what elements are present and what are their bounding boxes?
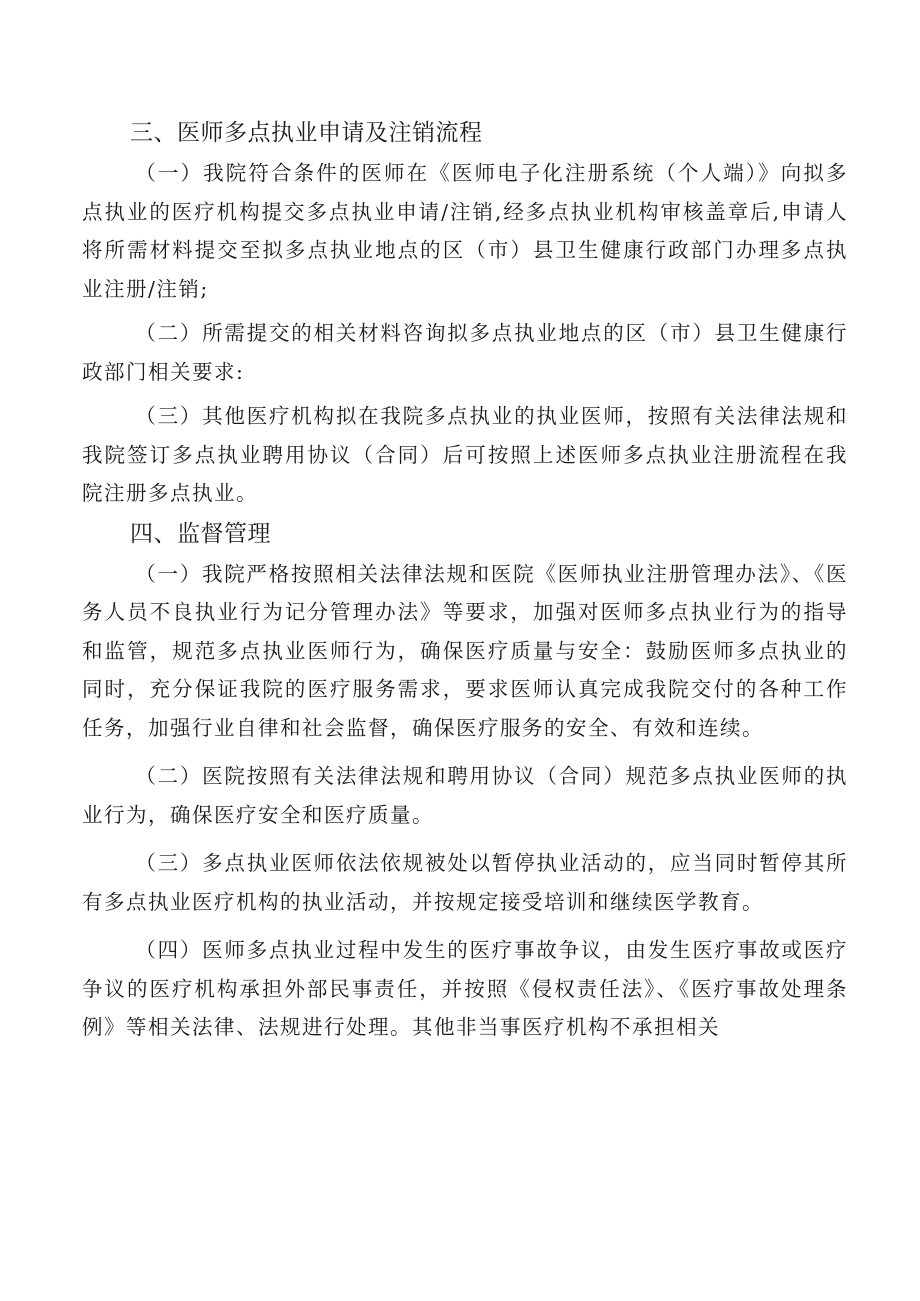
section-4-paragraph-4: （四）医师多点执业过程中发生的医疗事故争议，由发生医疗事故或医疗争议的医疗机构承担外部民事责任，并按照《侵权责任法》、《医疗事故处理条例》等相关法律、法规进行处理。其他非当事医疗机构不承担相关: [82, 938, 848, 1039]
section-3-paragraph-3: （三）其他医疗机构拟在我院多点执业的执业医师，按照有关法律法规和我院签订多点执业聘用协议（合同）后可按照上述医师多点执业注册流程在我院注册多点执业。: [82, 404, 848, 505]
section-heading-3: 三、医师多点执业申请及注销流程: [130, 120, 483, 146]
section-4-paragraph-2: （二）医院按照有关法律法规和聘用协议（合同）规范多点执业医师的执业行为，确保医疗安全和医疗质量。: [82, 764, 848, 827]
section-heading-4: 四、监督管理: [130, 520, 271, 547]
section-4-paragraph-3: （三）多点执业医师依法依规被处以暂停执业活动的，应当同时暂停其所有多点执业医疗机构的执业活动，并按规定接受培训和继续医学教育。: [82, 851, 848, 914]
section-3-paragraph-2: （二）所需提交的相关材料咨询拟多点执业地点的区（市）县卫生健康行政部门相关要求:: [82, 321, 848, 384]
document-body: [82, 112, 848, 1047]
section-4-paragraph-1: （一）我院严格按照相关法律法规和医院《医师执业注册管理办法》、《医务人员不良执业行为记分管理办法》等要求，加强对医师多点执业行为的指导和监管，规范多点执业医师行为，确保医疗质量与安全：鼓励医师多点执业的同时，充分保证我院的医疗服务需求，要求医师认真完成我院交付的各种工作任务，加强行业自律和社会监督，确保医疗服务的安全、有效和连续。: [82, 561, 848, 740]
section-3-paragraph-1: （一）我院符合条件的医师在《医师电子化注册系统（个人端）》向拟多点执业的医疗机构提交多点执业申请/注销,经多点执业机构审核盖章后,申请人将所需材料提交至拟多点执业地点的区（市）县卫生健康行政部门办理多点执业注册/注销;: [82, 161, 848, 301]
